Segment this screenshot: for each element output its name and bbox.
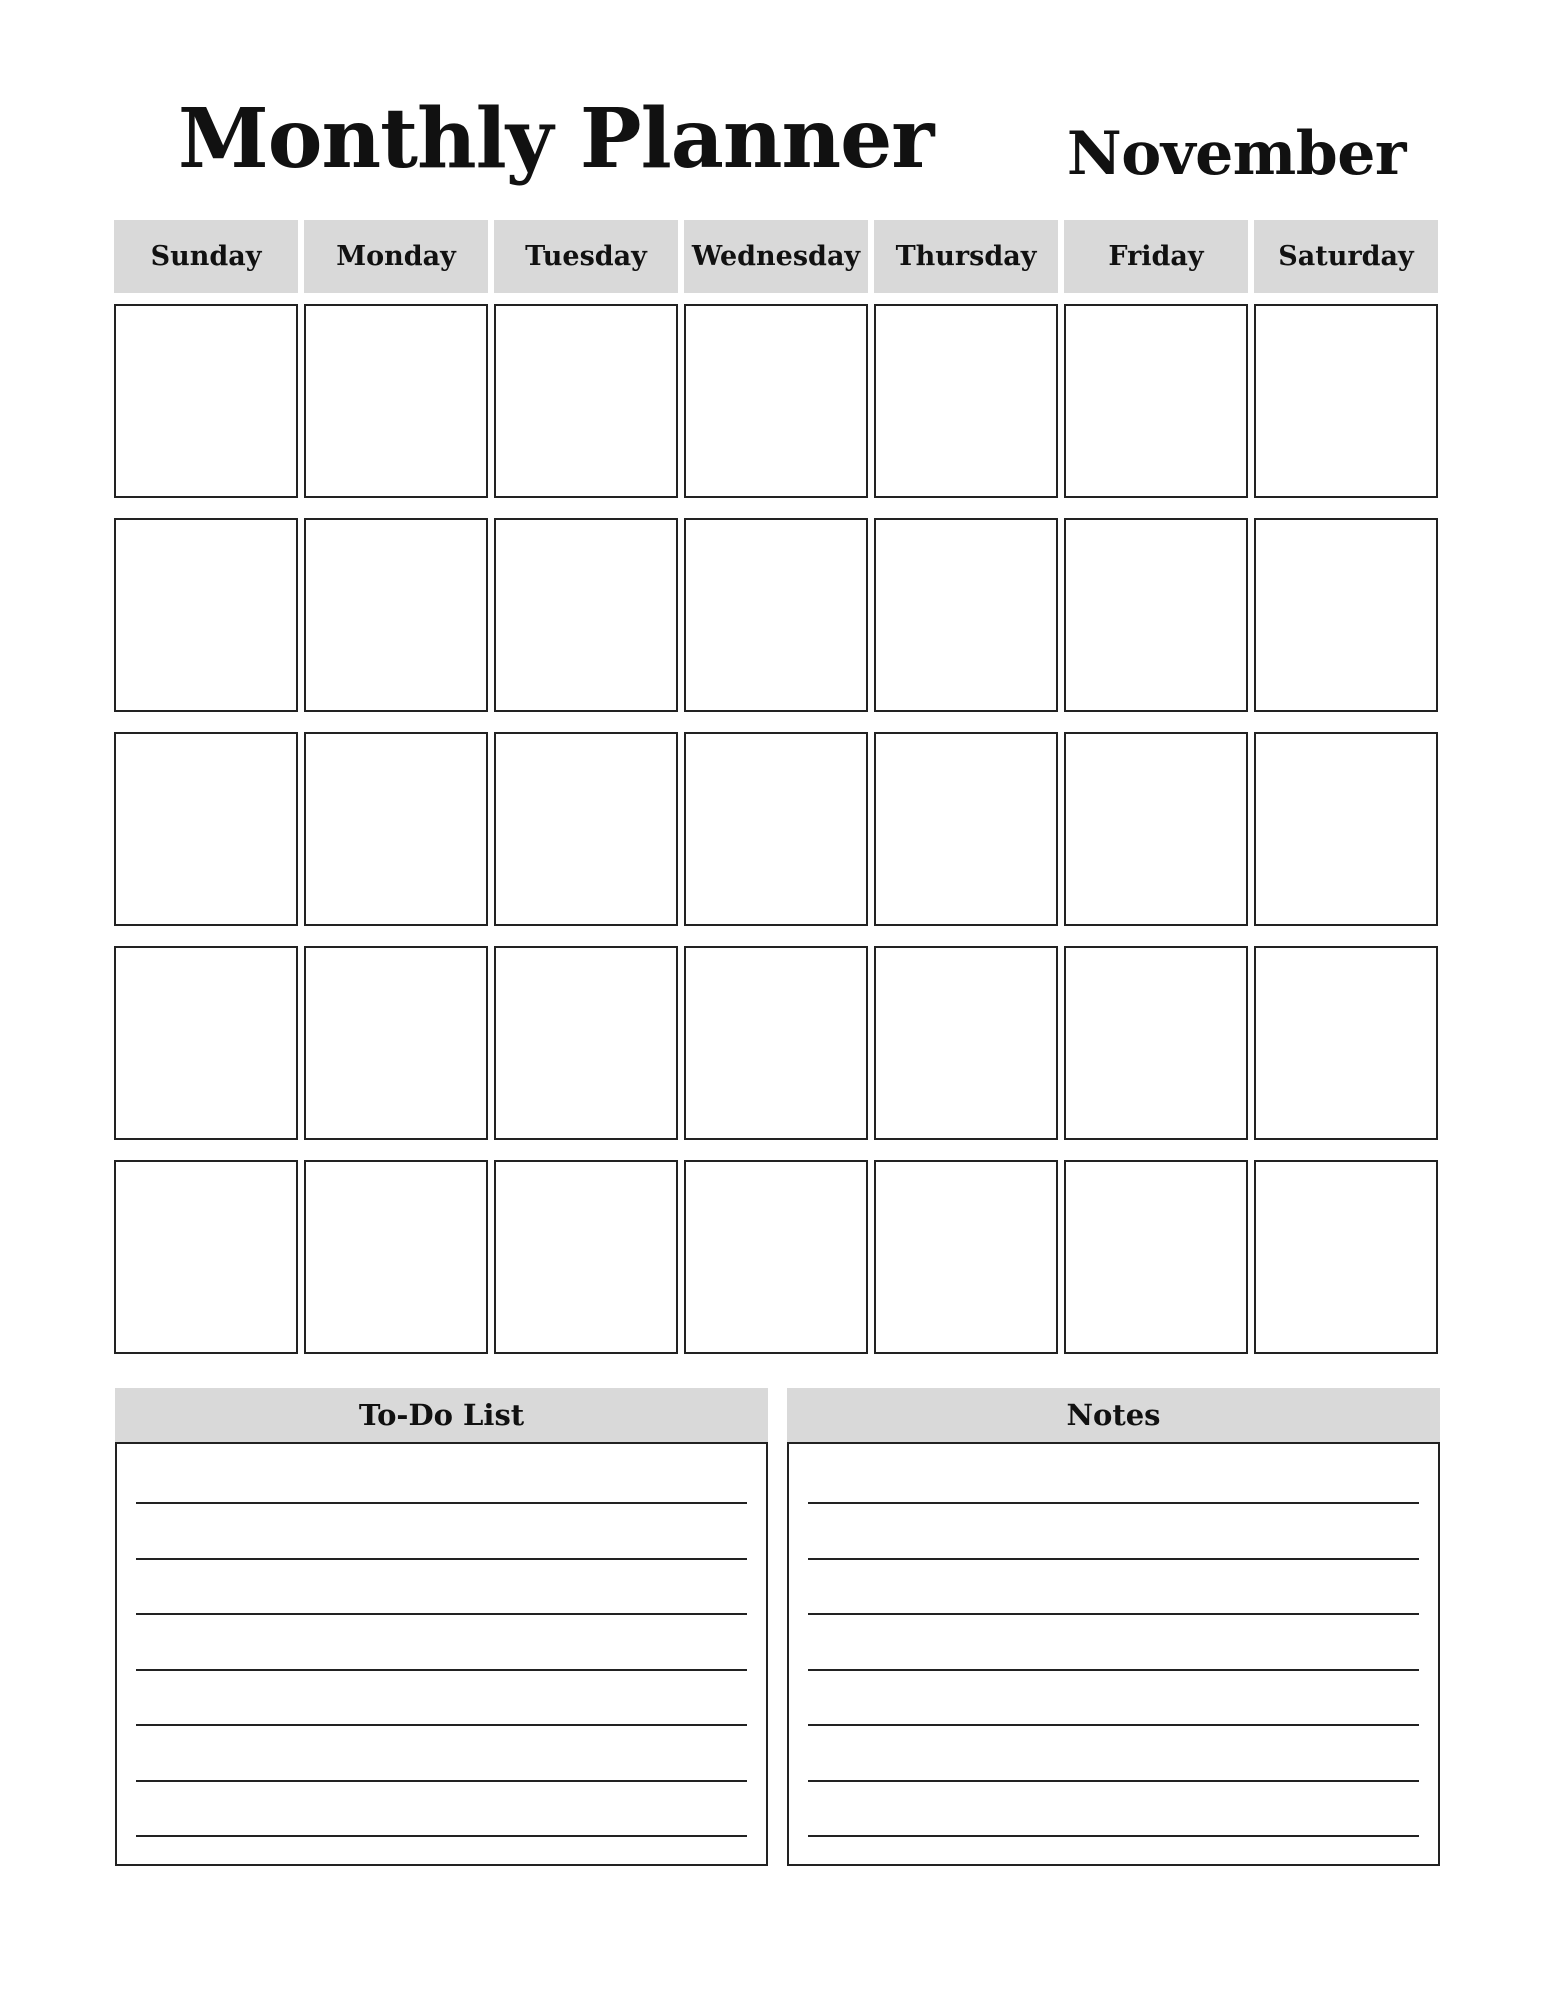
page-title: Monthly Planner [178,91,934,187]
notes-panel [787,1388,1440,1866]
weekday-friday: Friday [1064,220,1248,293]
day-cell [874,1160,1058,1354]
day-cell [1064,304,1248,498]
day-cell [684,946,868,1140]
day-cell [494,304,678,498]
day-cell [114,518,298,712]
writing-line [136,1780,747,1782]
day-cell [494,1160,678,1354]
writing-line [808,1669,1419,1671]
writing-line [808,1835,1419,1837]
day-cell [874,946,1058,1140]
day-cell [494,946,678,1140]
day-cell [1254,1160,1438,1354]
day-cell [874,732,1058,926]
day-cell [304,946,488,1140]
day-cell [114,304,298,498]
weekday-monday: Monday [304,220,488,293]
weekday-tuesday: Tuesday [494,220,678,293]
day-cell [684,732,868,926]
day-cell [114,946,298,1140]
writing-line [136,1502,747,1504]
day-cell [874,304,1058,498]
writing-line [808,1780,1419,1782]
weekday-thursday: Thursday [874,220,1058,293]
day-cell [1064,732,1248,926]
day-cell [1064,518,1248,712]
day-cell [304,732,488,926]
todo-lines-area [115,1442,768,1866]
day-cell [1064,946,1248,1140]
writing-line [808,1502,1419,1504]
weekday-wednesday: Wednesday [684,220,868,293]
writing-line [808,1558,1419,1560]
day-cell [1254,946,1438,1140]
writing-line [808,1613,1419,1615]
todo-title: To-Do List [115,1388,768,1442]
day-cell [684,304,868,498]
day-cell [874,518,1058,712]
notes-lines-area [787,1442,1440,1866]
todo-panel [115,1388,768,1866]
day-cell [1064,1160,1248,1354]
day-cell [1254,518,1438,712]
writing-line [808,1724,1419,1726]
day-cell [304,1160,488,1354]
day-cell [304,304,488,498]
month-label: November [1066,119,1406,189]
weekday-sunday: Sunday [114,220,298,293]
writing-line [136,1724,747,1726]
day-cell [304,518,488,712]
notes-title: Notes [787,1388,1440,1442]
weekday-saturday: Saturday [1254,220,1438,293]
day-cell [1254,732,1438,926]
writing-line [136,1835,747,1837]
writing-line [136,1669,747,1671]
weekday-header-row [114,220,1440,293]
writing-line [136,1613,747,1615]
writing-line [136,1558,747,1560]
day-cell [684,1160,868,1354]
day-cell [684,518,868,712]
day-cell [114,732,298,926]
day-cell [494,732,678,926]
day-cell [494,518,678,712]
day-cell [114,1160,298,1354]
calendar [114,220,1440,1354]
day-cell [1254,304,1438,498]
day-grid [114,304,1440,1354]
